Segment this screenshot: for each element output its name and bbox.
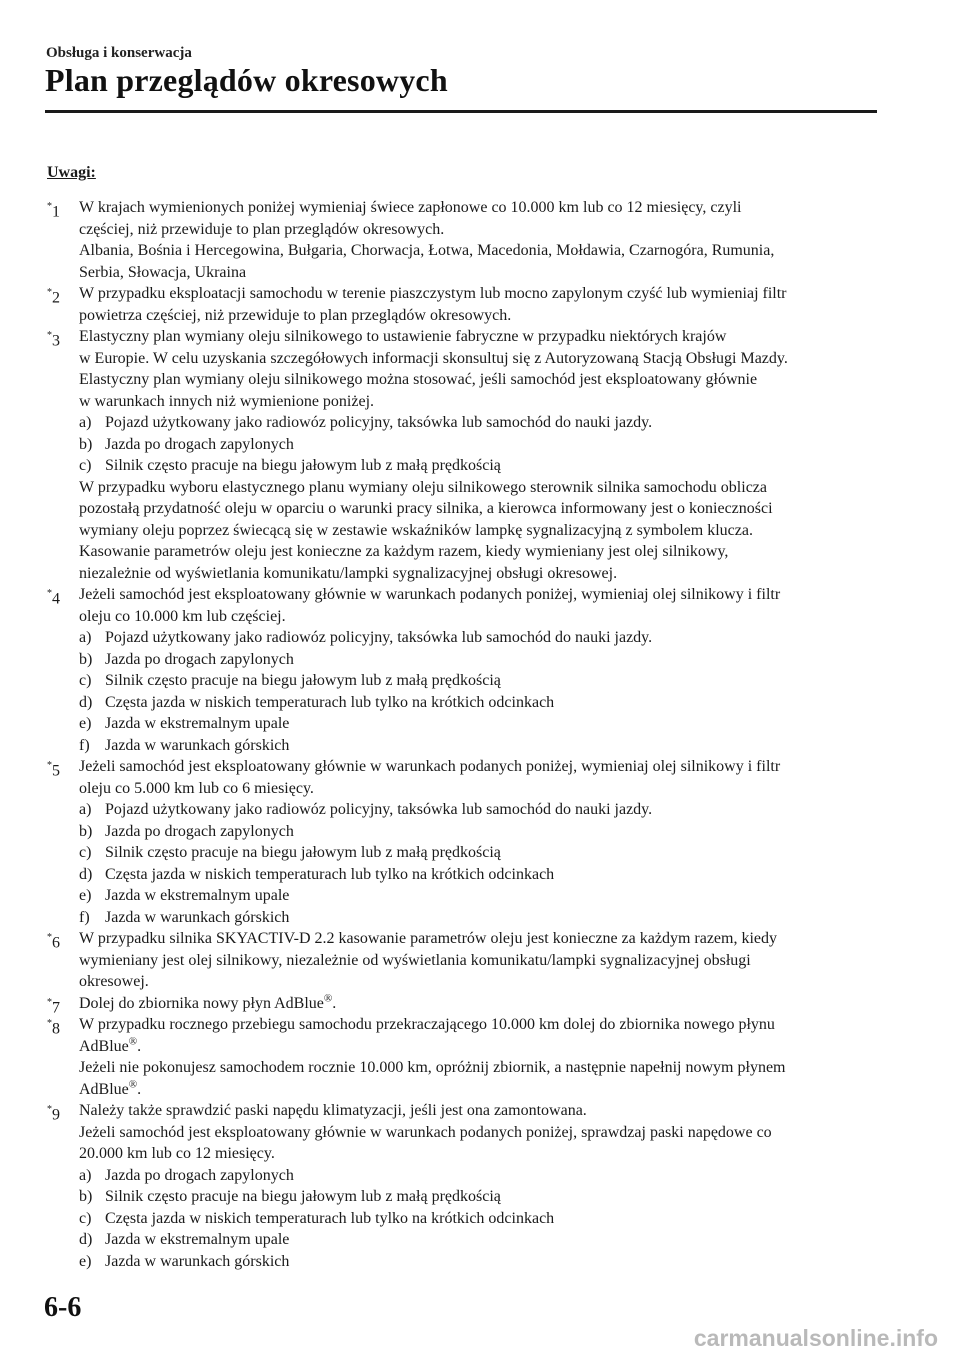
note-number xyxy=(47,326,60,352)
note-asterisk: * xyxy=(47,201,52,212)
subitem-letter: d) xyxy=(79,865,93,883)
note-number xyxy=(47,756,60,782)
note-line xyxy=(79,391,877,413)
note-line xyxy=(79,520,877,542)
note-text: Silnik często pracuje na biegu jałowym lub z małą prędkością xyxy=(105,457,501,474)
subitem-letter: a) xyxy=(79,414,92,431)
note-subitem xyxy=(79,1208,877,1230)
note-subitem xyxy=(79,412,877,434)
note-text: wymiany oleju poprzez świecącą się w zestawie wskaźników lampkę sygnalizacyjną z symbolem klucza. xyxy=(79,521,753,539)
note-text: Pojazd użytkowany jako radiowóz policyjny, taksówka lub samochód do nauki jazdy. xyxy=(105,414,653,431)
subitem-letter: c) xyxy=(79,457,92,474)
note-subitem xyxy=(79,1186,877,1208)
note-line xyxy=(79,1057,877,1079)
note-number-value: 5 xyxy=(52,762,60,780)
note-text: Częsta jazda w niskich temperaturach lub tylko na krótkich odcinkach xyxy=(105,865,555,883)
note-line xyxy=(79,950,877,972)
note-subitem xyxy=(79,649,877,671)
note-item xyxy=(47,928,877,993)
note-text: Jazda po drogach zapylonych xyxy=(105,650,294,668)
note-text: wymieniany jest olej silnikowy, niezależnie od wyświetlania komunikatu/lampki sygnalizacyjnej obsługi xyxy=(79,951,751,969)
note-number xyxy=(47,1014,60,1040)
note-line xyxy=(79,563,877,585)
note-text: Elastyczny plan wymiany oleju silnikowego to ustawienie fabryczne w przypadku niektórych krajów xyxy=(79,328,727,345)
note-item xyxy=(47,584,877,756)
note-asterisk: * xyxy=(47,996,52,1008)
note-number xyxy=(47,197,60,223)
note-subitem xyxy=(79,842,877,864)
note-asterisk: * xyxy=(47,1104,52,1115)
note-line xyxy=(79,993,877,1015)
note-text: Serbia, Słowacja, Ukraina xyxy=(79,263,247,281)
note-text: częściej, niż przewiduje to plan przeglądów okresowych. xyxy=(79,220,445,238)
note-line xyxy=(79,348,877,370)
note-subitem xyxy=(79,799,877,821)
note-subitem xyxy=(79,885,877,907)
subitem-letter: f) xyxy=(79,908,90,926)
note-text: AdBlue xyxy=(79,1037,129,1055)
note-text: w warunkach innych niż wymienione poniżej. xyxy=(79,392,375,410)
note-subitem xyxy=(79,455,877,477)
note-item xyxy=(47,1100,877,1272)
note-number-value: 4 xyxy=(52,590,60,608)
note-number-value: 9 xyxy=(52,1106,60,1124)
note-line xyxy=(79,326,877,348)
section-label: Obsługa i konserwacja xyxy=(46,45,192,61)
note-line xyxy=(79,283,877,305)
note-text: 20.000 km lub co 12 miesięcy. xyxy=(79,1145,275,1162)
note-text: Jazda w warunkach górskich xyxy=(105,908,290,926)
note-number-value: 7 xyxy=(52,998,60,1016)
note-text-suffix: . xyxy=(137,1080,142,1098)
note-text: Kasowanie parametrów oleju jest konieczne za każdym razem, kiedy wymieniany jest olej silnikowy, xyxy=(79,543,729,560)
note-text: pozostałą przydatność oleju w oparciu o warunki pracy silnika, a kierowca informowany jest o konieczności xyxy=(79,500,773,517)
note-text: Silnik często pracuje na biegu jałowym lub z małą prędkością xyxy=(105,672,501,689)
note-line xyxy=(79,1036,877,1058)
note-text: oleju co 5.000 km lub co 6 miesięcy. xyxy=(79,779,314,797)
note-text: Jazda po drogach zapylonych xyxy=(105,1166,294,1184)
note-text: okresowej. xyxy=(79,973,149,990)
note-text: Jazda w warunkach górskich xyxy=(105,736,290,754)
note-subitem xyxy=(79,1165,877,1187)
note-text: Częsta jazda w niskich temperaturach lub tylko na krótkich odcinkach xyxy=(105,1209,555,1227)
note-text: Jazda w ekstremalnym upale xyxy=(105,1231,290,1248)
note-line xyxy=(79,1122,877,1144)
note-number-value: 3 xyxy=(52,332,60,350)
note-text: niezależnie od wyświetlania komunikatu/lampki sygnalizacyjnej obsługi okresowej. xyxy=(79,564,618,582)
note-subitem xyxy=(79,670,877,692)
note-line xyxy=(79,606,877,628)
subitem-letter: a) xyxy=(79,629,92,646)
note-text: W przypadku wyboru elastycznego planu wymiany oleju silnikowego sterownik silnika samochodu oblicza xyxy=(79,478,767,496)
note-subitem xyxy=(79,735,877,757)
note-text: Albania, Bośnia i Hercegowina, Bułgaria, Chorwacja, Łotwa, Macedonia, Mołdawia, Czarnogóra, Rumunia, xyxy=(79,242,775,259)
note-number-value: 8 xyxy=(52,1020,60,1038)
note-number-value: 1 xyxy=(52,203,60,221)
note-line xyxy=(79,756,877,778)
note-text: Pojazd użytkowany jako radiowóz policyjny, taksówka lub samochód do nauki jazdy. xyxy=(105,801,653,818)
note-asterisk: * xyxy=(47,588,52,599)
note-text: W przypadku rocznego przebiegu samochodu przekraczającego 10.000 km dolej do zbiornika nowego płynu xyxy=(79,1016,775,1033)
note-line xyxy=(79,197,877,219)
note-text: Należy także sprawdzić paski napędu klimatyzacji, jeśli jest ona zamontowana. xyxy=(79,1102,587,1119)
note-line xyxy=(79,778,877,800)
note-number xyxy=(47,283,60,309)
subitem-letter: c) xyxy=(79,844,92,861)
notes-list xyxy=(47,197,877,1272)
note-text: Elastyczny plan wymiany oleju silnikowego można stosować, jeśli samochód jest eksploatowany głównie xyxy=(79,371,758,388)
note-text: W przypadku eksploatacji samochodu w terenie piaszczystym lub mocno zapylonym czyść lub wymieniaj filtr xyxy=(79,285,787,302)
note-line xyxy=(79,369,877,391)
note-line xyxy=(79,219,877,241)
note-line xyxy=(79,498,877,520)
note-item xyxy=(47,993,877,1015)
note-text: Dolej do zbiornika nowy płyn AdBlue xyxy=(79,994,324,1012)
note-item xyxy=(47,197,877,283)
subitem-letter: e) xyxy=(79,715,92,732)
note-item xyxy=(47,326,877,584)
subitem-letter: f) xyxy=(79,736,90,754)
note-text: Jazda w warunkach górskich xyxy=(105,1252,290,1270)
subitem-letter: c) xyxy=(79,1209,92,1227)
note-line xyxy=(79,1014,877,1036)
note-text: Jazda po drogach zapylonych xyxy=(105,435,294,453)
note-number-value: 6 xyxy=(52,934,60,952)
notes-heading: Uwagi: xyxy=(47,164,96,181)
note-number xyxy=(47,928,60,954)
note-text: Pojazd użytkowany jako radiowóz policyjny, taksówka lub samochód do nauki jazdy. xyxy=(105,629,653,646)
note-line xyxy=(79,1100,877,1122)
note-text: Jazda w ekstremalnym upale xyxy=(105,887,290,904)
note-subitem xyxy=(79,821,877,843)
note-item xyxy=(47,1014,877,1100)
title-rule xyxy=(45,110,877,113)
note-text: Jazda w ekstremalnym upale xyxy=(105,715,290,732)
note-text: powietrza częściej, niż przewiduje to plan przeglądów okresowych. xyxy=(79,306,512,324)
note-subitem xyxy=(79,434,877,456)
note-line xyxy=(79,240,877,262)
subitem-letter: c) xyxy=(79,672,92,689)
note-number-value: 2 xyxy=(52,289,60,307)
note-line xyxy=(79,1079,877,1101)
note-number xyxy=(47,584,60,610)
note-text: Silnik często pracuje na biegu jałowym lub z małą prędkością xyxy=(105,844,501,861)
note-text: Jeżeli samochód jest eksploatowany głównie w warunkach podanych poniżej, wymieniaj olej silnikowy i filtr xyxy=(79,758,781,775)
subitem-letter: d) xyxy=(79,1231,93,1248)
note-number xyxy=(47,1100,60,1126)
note-asterisk: * xyxy=(47,932,52,943)
note-text-suffix: . xyxy=(137,1037,142,1055)
note-line xyxy=(79,262,877,284)
subitem-letter: b) xyxy=(79,1188,93,1205)
note-text: AdBlue xyxy=(79,1080,129,1098)
note-text: Jazda po drogach zapylonych xyxy=(105,822,294,840)
note-text: w Europie. W celu uzyskania szczegółowych informacji skonsultuj się z Autoryzowaną Stacją Obsługi Mazdy. xyxy=(79,349,788,367)
note-subitem xyxy=(79,864,877,886)
subitem-letter: d) xyxy=(79,693,93,711)
note-line xyxy=(79,305,877,327)
note-asterisk: * xyxy=(47,330,52,341)
note-text: W przypadku silnika SKYACTIV-D 2.2 kasowanie parametrów oleju jest konieczne za każdym razem, kiedy xyxy=(79,930,778,947)
note-text-suffix: . xyxy=(332,994,337,1012)
note-text: oleju co 10.000 km lub częściej. xyxy=(79,607,286,625)
subitem-letter: b) xyxy=(79,435,93,453)
note-line xyxy=(79,971,877,993)
registered-mark: ® xyxy=(128,1035,138,1048)
note-line xyxy=(79,477,877,499)
page-number: 6-6 xyxy=(44,1292,82,1323)
note-item xyxy=(47,756,877,928)
note-line xyxy=(79,584,877,606)
note-text: Jeżeli samochód jest eksploatowany głównie w warunkach podanych poniżej, sprawdzaj paski napędowe co xyxy=(79,1123,772,1141)
note-subitem xyxy=(79,907,877,929)
note-asterisk: * xyxy=(47,760,52,771)
note-subitem xyxy=(79,1251,877,1273)
note-subitem xyxy=(79,692,877,714)
subitem-letter: e) xyxy=(79,1252,92,1270)
note-subitem xyxy=(79,713,877,735)
note-subitem xyxy=(79,1229,877,1251)
registered-mark: ® xyxy=(323,992,333,1005)
subitem-letter: a) xyxy=(79,1166,92,1184)
subitem-letter: b) xyxy=(79,650,93,668)
note-item xyxy=(47,283,877,326)
registered-mark: ® xyxy=(128,1078,138,1091)
subitem-letter: b) xyxy=(79,822,93,840)
note-line xyxy=(79,928,877,950)
note-asterisk: * xyxy=(47,287,52,298)
subitem-letter: a) xyxy=(79,801,92,818)
subitem-letter: e) xyxy=(79,887,92,904)
note-text: Jeżeli samochód jest eksploatowany głównie w warunkach podanych poniżej, wymieniaj olej silnikowy i filtr xyxy=(79,586,781,603)
note-text: Silnik często pracuje na biegu jałowym lub z małą prędkością xyxy=(105,1188,501,1205)
watermark: carmanualsonline.info xyxy=(693,1325,938,1351)
note-text: W krajach wymienionych poniżej wymieniaj świece zapłonowe co 10.000 km lub co 12 miesięcy, czyli xyxy=(79,199,742,216)
note-text: Częsta jazda w niskich temperaturach lub tylko na krótkich odcinkach xyxy=(105,693,555,711)
note-line xyxy=(79,1143,877,1165)
note-text: Jeżeli nie pokonujesz samochodem rocznie 10.000 km, opróżnij zbiornik, a następnie napełnij nowym płynem xyxy=(79,1059,786,1076)
page-title: Plan przeglądów okresowych xyxy=(45,62,448,98)
note-asterisk: * xyxy=(47,1018,52,1029)
note-line xyxy=(79,541,877,563)
note-subitem xyxy=(79,627,877,649)
